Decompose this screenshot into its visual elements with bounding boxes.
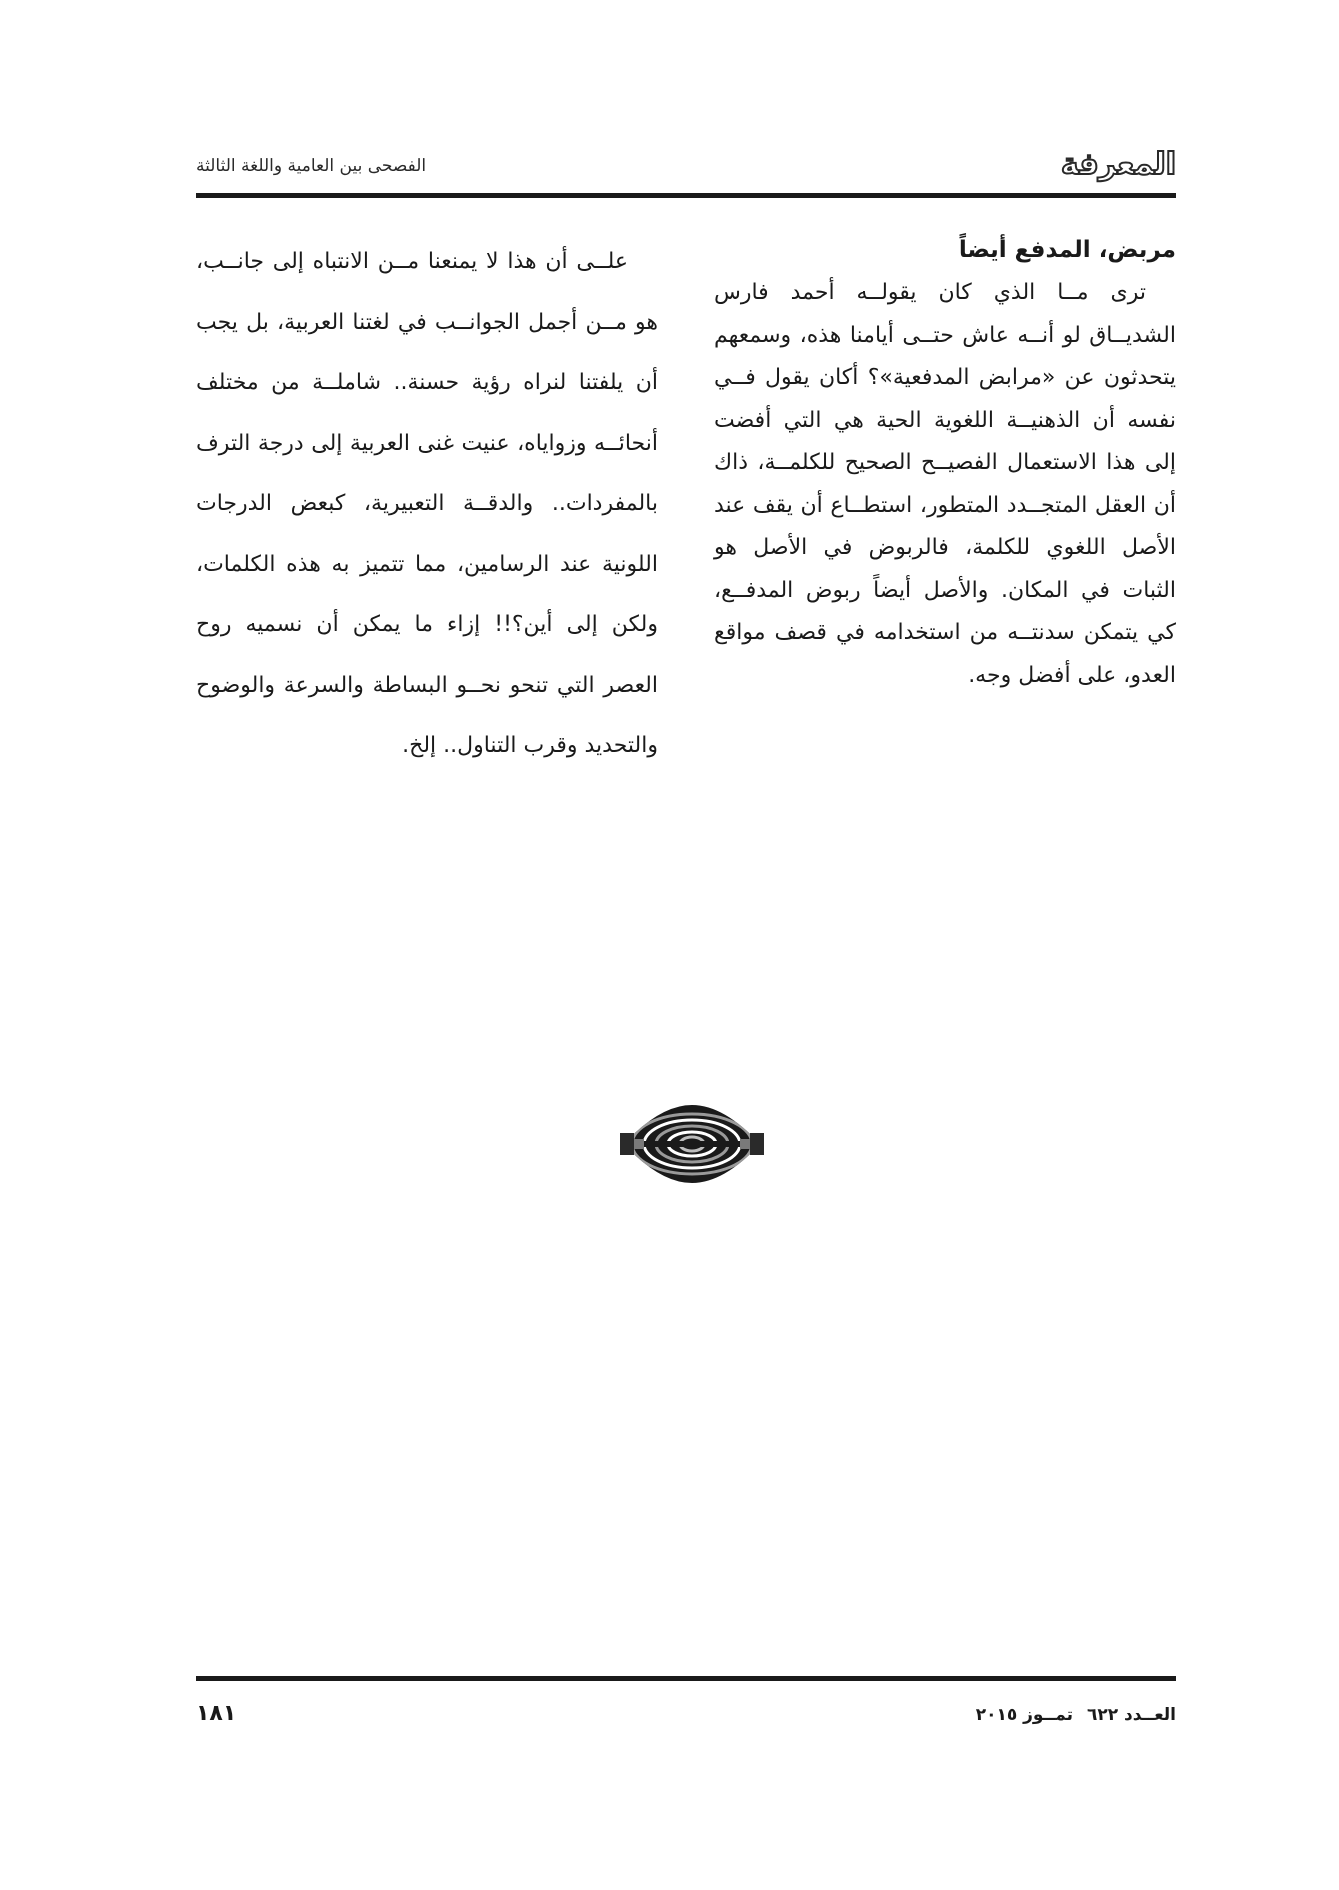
right-column-paragraph: ترى مــا الذي كان يقولــه أحمد فارس الشديــاق لو أنــه عاش حتــى أيامنا هذه، وسمعهم يتحدثون عن «مرابض المدفعية»؟ أكان يقول فــي نفسه أن الذهنيــة اللغوية الحية هي التي أفضت إلى هذا الاستعمال الفصيــح الصحيح للكلمــة، ذاك أن العقل المتجــدد المتطور، استطــاع أن يقف عند الأصل اللغوي للكلمة، فالربوض في الأصل هو الثبات في المكان. والأصل أيضاً ربوض المدفــع، كي يتمكن سدنتــه من استخدامه في قصف مواقع العدو، على أفضل وجه. — [714, 280, 1176, 688]
issue-number: العــدد ٦٢٢ — [1086, 1705, 1176, 1725]
right-column — [714, 232, 1176, 697]
footer-rule — [196, 1676, 1176, 1681]
page-footer — [196, 1698, 1176, 1738]
left-column-paragraph: علــى أن هذا لا يمنعنا مــن الانتباه إلى جانــب، هو مــن أجمل الجوانــب في لغتنا العربية، بل يجب أن يلفتنا لنراه رؤية حسنة.. شاملــة من مختلف أنحائــه وزواياه، عنيت غنى العربية إلى درجة الترف بالمفردات.. والدقــة التعبيرية، كبعض الدرجات اللونية عند الرسامين، مما تتميز به هذه الكلمات، ولكن إلى أين؟!! إزاء ما يمكن أن نسميه روح العصر التي تنحو نحــو البساطة والسرعة والوضوح والتحديد وقرب التناول.. إلخ. — [196, 249, 658, 758]
ornament-icon — [620, 1103, 764, 1185]
running-title: الفصحى بين العامية واللغة الثالثة — [196, 156, 427, 176]
magazine-logo: المعرفة — [1060, 147, 1176, 182]
issue-date: تمــوز ٢٠١٥ — [975, 1705, 1073, 1725]
page-number: ١٨١ — [196, 1701, 237, 1726]
section-subheading: مربض، المدفع أيضاً — [958, 237, 1176, 263]
issue-info — [962, 1702, 1176, 1728]
left-column — [196, 232, 658, 777]
header-rule — [196, 193, 1176, 198]
page-header — [196, 146, 1176, 192]
